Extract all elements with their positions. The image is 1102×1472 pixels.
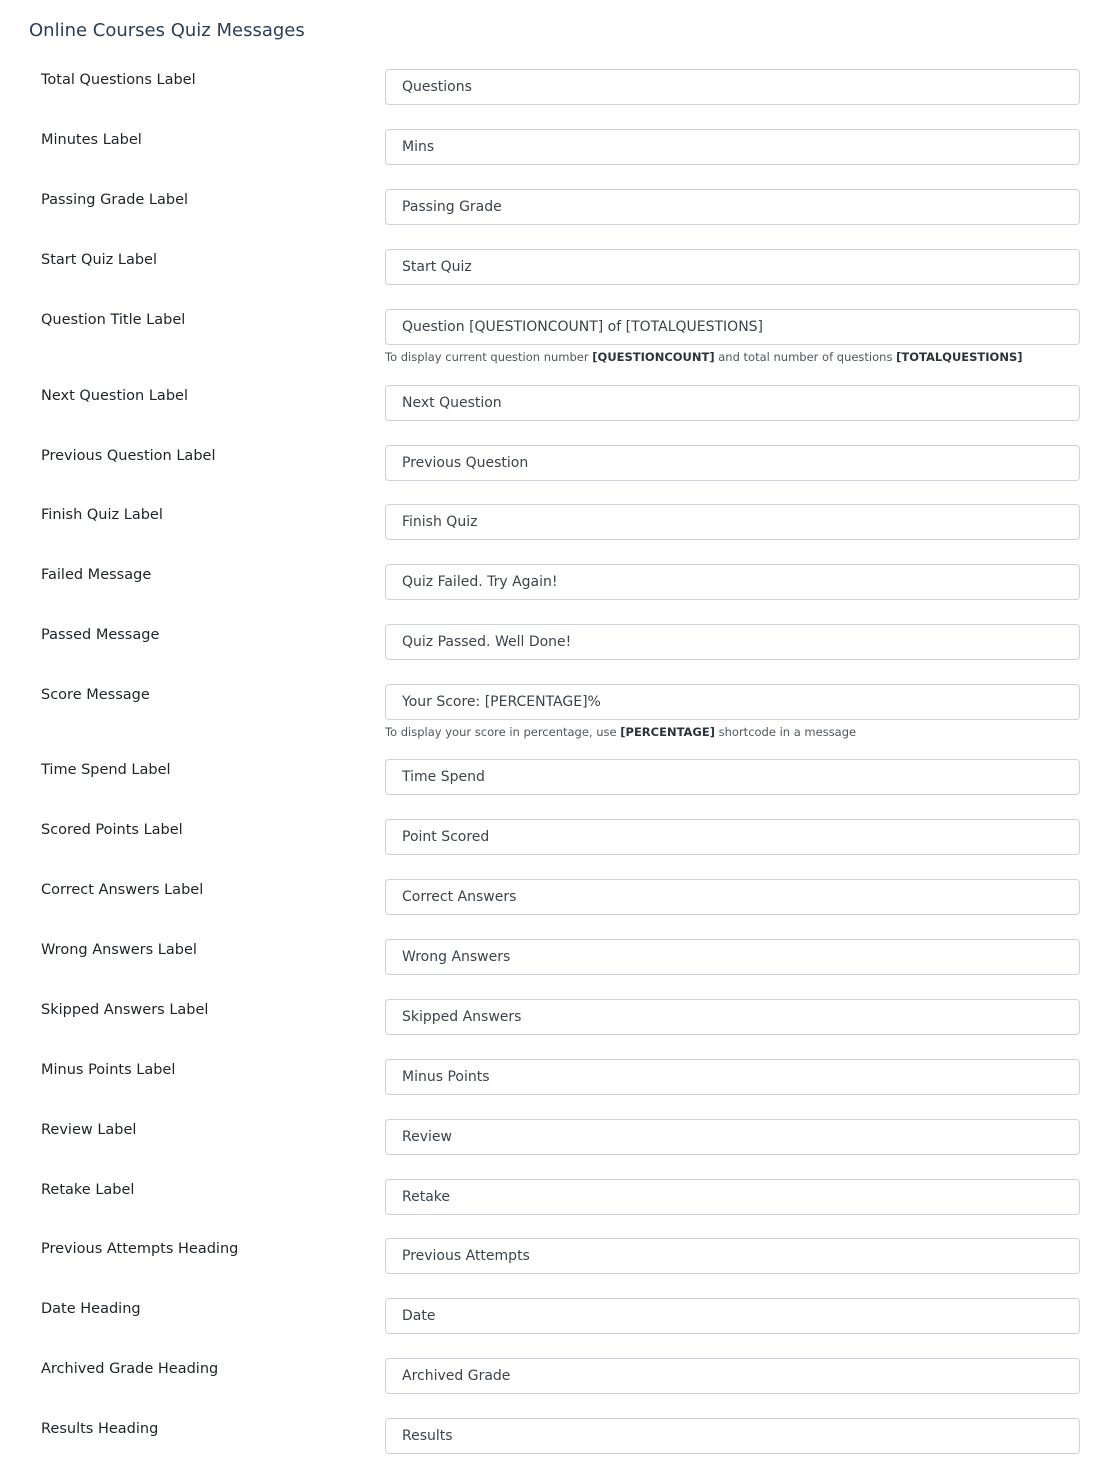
question-title-label-input[interactable] [385, 309, 1080, 345]
previous-question-label-input[interactable] [385, 445, 1080, 481]
setting-row-wrong-answers-label [0, 939, 1102, 975]
previous-attempts-heading-label: Previous Attempts Heading [41, 1241, 239, 1257]
minutes-label-label: Minutes Label [41, 132, 142, 148]
setting-row-failed-message [0, 564, 1102, 600]
setting-row-date-heading [0, 1298, 1102, 1334]
setting-row-start-quiz-label [0, 249, 1102, 285]
wrong-answers-label-input[interactable] [385, 939, 1080, 975]
time-spend-label-input[interactable] [385, 759, 1080, 795]
setting-row-score-message [0, 684, 1102, 739]
setting-row-minutes-label [0, 129, 1102, 165]
scored-points-label-input[interactable] [385, 819, 1080, 855]
passed-message-label: Passed Message [41, 627, 160, 643]
setting-row-results-heading [0, 1418, 1102, 1454]
minutes-label-input[interactable] [385, 129, 1080, 165]
next-question-label-input[interactable] [385, 385, 1080, 421]
passed-message-input[interactable] [385, 624, 1080, 660]
setting-row-finish-quiz-label [0, 504, 1102, 540]
setting-row-time-spend-label [0, 759, 1102, 795]
setting-row-review-label [0, 1119, 1102, 1155]
results-heading-input[interactable] [385, 1418, 1080, 1454]
results-heading-label: Results Heading [41, 1421, 159, 1437]
setting-row-previous-question-label [0, 445, 1102, 481]
date-heading-label: Date Heading [41, 1301, 141, 1317]
archived-grade-heading-input[interactable] [385, 1358, 1080, 1394]
setting-row-previous-attempts-heading [0, 1238, 1102, 1274]
shortcode-text: [TOTALQUESTIONS] [896, 350, 1023, 364]
score-message-input[interactable] [385, 684, 1080, 720]
help-text-part: To display current question number [385, 350, 593, 364]
review-label-label: Review Label [41, 1122, 137, 1138]
minus-points-label-input[interactable] [385, 1059, 1080, 1095]
setting-row-total-questions-label [0, 69, 1102, 105]
help-text-part: and total number of questions [714, 350, 897, 364]
start-quiz-label-label: Start Quiz Label [41, 252, 157, 268]
setting-row-archived-grade-heading [0, 1358, 1102, 1394]
wrong-answers-label-label: Wrong Answers Label [41, 942, 197, 958]
score-message-help-text [385, 725, 856, 739]
setting-row-passed-message [0, 624, 1102, 660]
previous-attempts-heading-input[interactable] [385, 1238, 1080, 1274]
skipped-answers-label-label: Skipped Answers Label [41, 1002, 209, 1018]
setting-row-retake-label [0, 1179, 1102, 1215]
setting-row-next-question-label [0, 385, 1102, 421]
correct-answers-label-label: Correct Answers Label [41, 882, 204, 898]
failed-message-label: Failed Message [41, 567, 152, 583]
start-quiz-label-input[interactable] [385, 249, 1080, 285]
retake-label-label: Retake Label [41, 1182, 135, 1198]
skipped-answers-label-input[interactable] [385, 999, 1080, 1035]
scored-points-label-label: Scored Points Label [41, 822, 183, 838]
time-spend-label-label: Time Spend Label [41, 762, 171, 778]
setting-row-skipped-answers-label [0, 999, 1102, 1035]
next-question-label-label: Next Question Label [41, 388, 188, 404]
setting-row-passing-grade-label [0, 189, 1102, 225]
date-heading-input[interactable] [385, 1298, 1080, 1334]
page-title: Online Courses Quiz Messages [29, 20, 305, 41]
question-title-label-help-text [385, 350, 1022, 364]
correct-answers-label-input[interactable] [385, 879, 1080, 915]
passing-grade-label-input[interactable] [385, 189, 1080, 225]
score-message-label: Score Message [41, 687, 150, 703]
minus-points-label-label: Minus Points Label [41, 1062, 176, 1078]
archived-grade-heading-label: Archived Grade Heading [41, 1361, 219, 1377]
shortcode-text: [PERCENTAGE] [620, 725, 715, 739]
finish-quiz-label-label: Finish Quiz Label [41, 507, 163, 523]
review-label-input[interactable] [385, 1119, 1080, 1155]
setting-row-question-title-label [0, 309, 1102, 364]
setting-row-minus-points-label [0, 1059, 1102, 1095]
shortcode-text: [QUESTIONCOUNT] [592, 350, 715, 364]
question-title-label-label: Question Title Label [41, 312, 186, 328]
finish-quiz-label-input[interactable] [385, 504, 1080, 540]
help-text-part: To display your score in percentage, use [385, 725, 621, 739]
failed-message-input[interactable] [385, 564, 1080, 600]
previous-question-label-label: Previous Question Label [41, 448, 216, 464]
retake-label-input[interactable] [385, 1179, 1080, 1215]
total-questions-label-label: Total Questions Label [41, 72, 196, 88]
passing-grade-label-label: Passing Grade Label [41, 192, 189, 208]
help-text-part: shortcode in a message [714, 725, 857, 739]
setting-row-scored-points-label [0, 819, 1102, 855]
setting-row-correct-answers-label [0, 879, 1102, 915]
total-questions-label-input[interactable] [385, 69, 1080, 105]
